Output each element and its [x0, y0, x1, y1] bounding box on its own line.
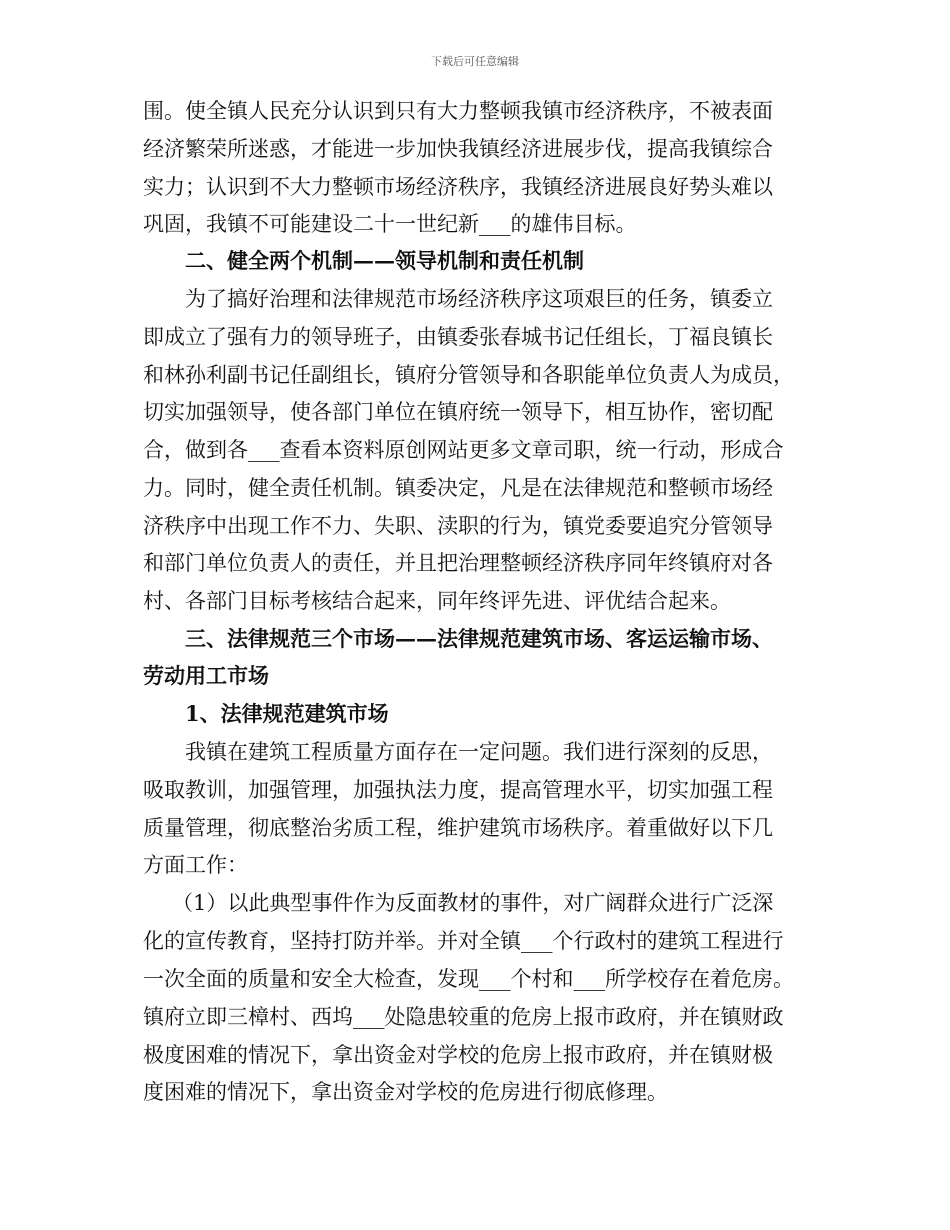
paragraph-line: 合，做到各___查看本资料原创网站更多文章司职，统一行动，形成合 — [143, 438, 784, 462]
paragraph-line: 和林孙利副书记任副组长，镇府分管领导和各职能单位负责人为成员， — [143, 363, 794, 387]
paragraph-line: 镇府立即三樟村、西坞___处隐患较重的危房上报市政府，并在镇财政 — [143, 1005, 784, 1029]
section-heading-line: 二、健全两个机制——领导机制和责任机制 — [185, 248, 584, 273]
paragraph-line: 经济繁荣所迷惑，才能进一步加快我镇经济进展步伐，提高我镇综合 — [143, 137, 773, 161]
paragraph-line: 化的宣传教育，坚持打防并举。并对全镇___个行政村的建筑工程进行 — [143, 929, 784, 953]
paragraph-line: 即成立了强有力的领导班子，由镇委张春城书记任组长，丁福良镇长 — [143, 325, 773, 349]
paragraph-line: 实力；认识到不大力整顿市场经济秩序，我镇经济进展良好势头难以 — [143, 175, 773, 199]
paragraph-line: 极度困难的情况下，拿出资金对学校的危房上报市政府，并在镇财极 — [143, 1043, 773, 1067]
paragraph-line: 方面工作： — [143, 853, 248, 877]
paragraph-line: 吸取教训，加强管理，加强执法力度，提高管理水平，切实加强工程 — [143, 778, 773, 802]
page-header: 下载后可任意编辑 — [431, 55, 519, 68]
paragraph-line: 度困难的情况下，拿出资金对学校的危房进行彻底修理。 — [143, 1080, 668, 1104]
section-heading-line: 1、法律规范建筑市场 — [185, 701, 389, 726]
paragraph-line: 一次全面的质量和安全大检查，发现___个村和___所学校存在着危房。 — [143, 967, 794, 991]
paragraph-line: 济秩序中出现工作不力、失职、渎职的行为，镇党委要追究分管领导 — [143, 514, 773, 538]
paragraph-line: 村、各部门目标考核结合起来，同年终评先进、评优结合起来。 — [143, 589, 731, 613]
paragraph-line: 我镇在建筑工程质量方面存在一定问题。我们进行深刻的反思， — [185, 740, 773, 764]
paragraph-line: 切实加强领导，使各部门单位在镇府统一领导下，相互协作，密切配 — [143, 400, 773, 424]
paragraph-line: 巩固，我镇不可能建设二十一世纪新___的雄伟目标。 — [143, 212, 637, 236]
paragraph-line: （1）以此典型事件作为反面教材的事件，对广阔群众进行广泛深 — [172, 891, 774, 915]
paragraph-line: 围。使全镇人民充分认识到只有大力整顿我镇市经济秩序，不被表面 — [143, 99, 773, 123]
paragraph-line: 为了搞好治理和法律规范市场经济秩序这项艰巨的任务，镇委立 — [185, 287, 773, 311]
paragraph-line: 质量管理，彻底整治劣质工程，维护建筑市场秩序。着重做好以下几 — [143, 816, 773, 840]
section-heading-line: 三、法律规范三个市场——法律规范建筑市场、客运运输市场、 — [185, 626, 773, 651]
section-heading-line: 劳动用工市场 — [143, 663, 269, 688]
paragraph-line: 和部门单位负责人的责任，并且把治理整顿经济秩序同年终镇府对各 — [143, 551, 773, 575]
paragraph-line: 力。同时，健全责任机制。镇委决定，凡是在法律规范和整顿市场经 — [143, 476, 773, 500]
